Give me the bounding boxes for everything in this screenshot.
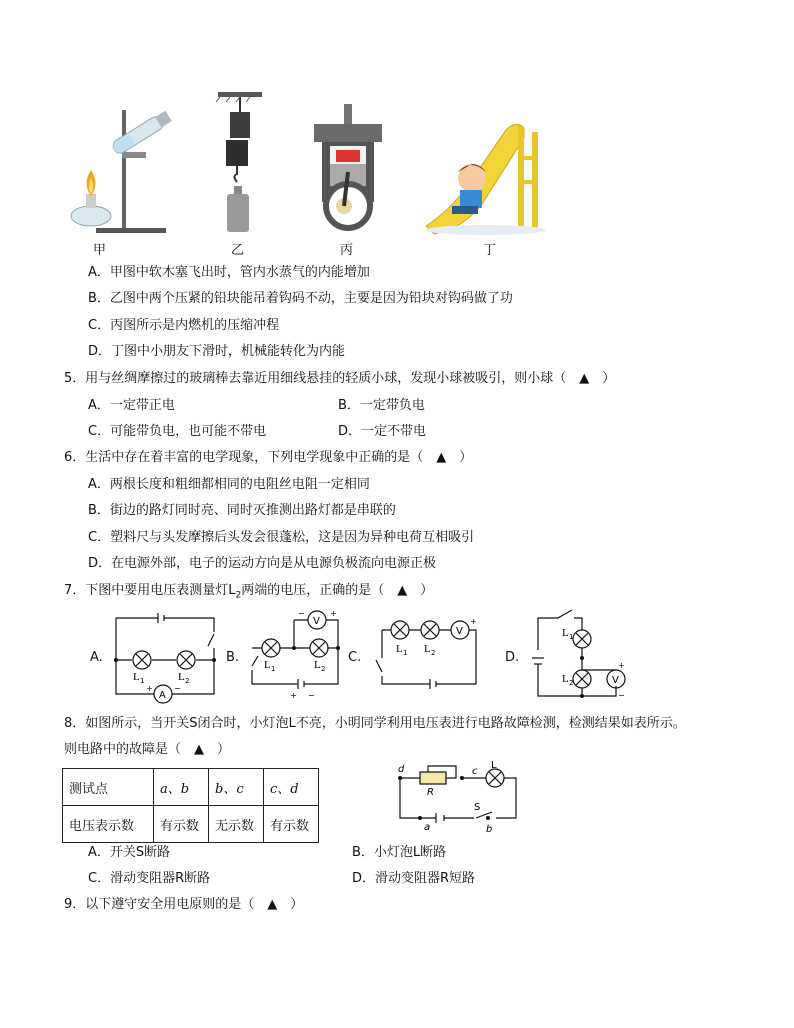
table-header-cell: b、c: [209, 769, 264, 806]
q6-option-a: A．两根长度和粗细都相同的电阻丝电阻一定相同: [88, 477, 370, 492]
q9-stem: 9．以下遵守安全用电原则的是（ ▲ ）: [64, 897, 304, 912]
table-cell: 有示数: [154, 806, 209, 843]
q7-label-c: C.: [348, 650, 362, 665]
q7-circuit-c: [374, 617, 484, 690]
q5-stem: 5．用与丝绸摩擦过的玻璃棒去靠近用细线悬挂的轻质小球，发现小球被吸引，则小球（ ▲ ）: [64, 371, 616, 386]
table-header-cell: c、d: [264, 769, 319, 806]
q7-stem: 7．下图中要用电压表测量灯$L_2$两端的电压，正确的是（ ▲ ）: [64, 583, 434, 601]
q5-option-a: A．一定带正电: [88, 398, 175, 413]
table-row: [63, 769, 319, 806]
q6-stem: 6．生活中存在着丰富的电学现象，下列电学现象中正确的是（ ▲ ）: [64, 450, 473, 465]
q7-label-b: B.: [226, 650, 240, 665]
svg-text:V: V: [313, 616, 320, 627]
svg-text:1: 1: [403, 649, 408, 657]
svg-text:−: −: [298, 609, 305, 618]
svg-text:S: S: [474, 802, 481, 813]
svg-text:2: 2: [185, 677, 190, 685]
svg-text:L: L: [133, 671, 140, 683]
figure-jia-alcohol-lamp-test-tube: [66, 106, 176, 236]
q7-label-a: A.: [90, 650, 103, 665]
q8-option-a: A．开关S断路: [88, 845, 171, 860]
caption-bing: 丙: [340, 243, 354, 258]
svg-text:L: L: [491, 760, 497, 771]
q6-option-b: B．街边的路灯同时亮、同时灭推测出路灯都是串联的: [88, 503, 396, 518]
q6-option-d: D．在电源外部，电子的运动方向是从电源负极流向电源正极: [88, 556, 437, 571]
svg-text:V: V: [456, 626, 463, 637]
caption-yi: 乙: [231, 243, 245, 258]
q4-option-c: C．丙图所示是内燃机的压缩冲程: [88, 318, 280, 333]
svg-text:+: +: [146, 684, 153, 693]
svg-text:2: 2: [431, 649, 436, 657]
svg-text:d: d: [398, 764, 405, 775]
q7-circuit-b: [246, 608, 342, 700]
table-header-cell: a、b: [154, 769, 209, 806]
svg-text:V: V: [612, 675, 619, 686]
svg-text:L: L: [396, 643, 403, 655]
q8-stem-line1: 8．如图所示，当开关S闭合时，小灯泡L不亮，小明同学利用电压表进行电路故障检测，检测结果如表所示。: [64, 716, 686, 731]
table-header-cell: 测试点: [63, 769, 154, 806]
svg-text:+: +: [290, 691, 297, 700]
svg-text:b: b: [486, 824, 493, 835]
svg-text:L: L: [424, 643, 431, 655]
svg-text:+: +: [330, 609, 337, 618]
svg-text:L: L: [562, 627, 569, 639]
svg-text:L: L: [562, 673, 569, 685]
svg-text:−: −: [618, 691, 625, 700]
q8-circuit-diagram: [392, 758, 522, 836]
q4-option-a: A．甲图中软木塞飞出时，管内水蒸气的内能增加: [88, 265, 370, 280]
q7-circuit-a: [110, 612, 222, 702]
figure-bing-engine-cylinder: [308, 102, 388, 234]
svg-text:1: 1: [140, 677, 145, 685]
table-cell: 电压表示数: [63, 806, 154, 843]
figure-yi-lead-blocks-hook: [216, 90, 266, 240]
caption-ding: 丁: [483, 243, 497, 258]
svg-text:L: L: [264, 659, 271, 671]
q8-option-c: C．滑动变阻器R断路: [88, 871, 211, 886]
svg-text:a: a: [424, 822, 431, 833]
svg-text:L: L: [178, 671, 185, 683]
q8-option-b: B．小灯泡L断路: [352, 845, 447, 860]
svg-text:2: 2: [321, 665, 326, 673]
table-cell: 无示数: [209, 806, 264, 843]
svg-text:1: 1: [271, 665, 276, 673]
svg-text:2: 2: [569, 679, 574, 687]
figure-ding-child-slide: [420, 118, 550, 236]
svg-text:+: +: [618, 661, 625, 670]
q6-option-c: C．塑料尺与头发摩擦后头发会很蓬松，这是因为异种电荷互相吸引: [88, 530, 475, 545]
svg-text:−: −: [174, 684, 181, 693]
svg-text:c: c: [472, 766, 478, 777]
q4-option-d: D．丁图中小朋友下滑时，机械能转化为内能: [88, 344, 346, 359]
svg-text:R: R: [427, 787, 434, 798]
svg-text:+: +: [470, 617, 477, 626]
table-cell: 有示数: [264, 806, 319, 843]
svg-text:L: L: [314, 659, 321, 671]
q5-option-c: C．可能带负电，也可能不带电: [88, 424, 267, 439]
svg-text:1: 1: [569, 633, 574, 641]
q4-option-b: B．乙图中两个压紧的铅块能吊着钩码不动，主要是因为铅块对钩码做了功: [88, 291, 513, 306]
fault-detection-table: [62, 768, 319, 843]
q7-label-d: D.: [505, 650, 520, 665]
q8-option-d: D．滑动变阻器R短路: [352, 871, 476, 886]
q7-circuit-d: [530, 606, 630, 702]
table-row: [63, 806, 319, 843]
svg-text:A: A: [159, 690, 166, 701]
q8-stem-line2: 则电路中的故障是（ ▲ ）: [64, 742, 230, 757]
q5-option-d: D．一定不带电: [338, 424, 427, 439]
svg-text:−: −: [308, 691, 315, 700]
caption-jia: 甲: [93, 243, 107, 258]
q5-option-b: B．一定带负电: [338, 398, 425, 413]
